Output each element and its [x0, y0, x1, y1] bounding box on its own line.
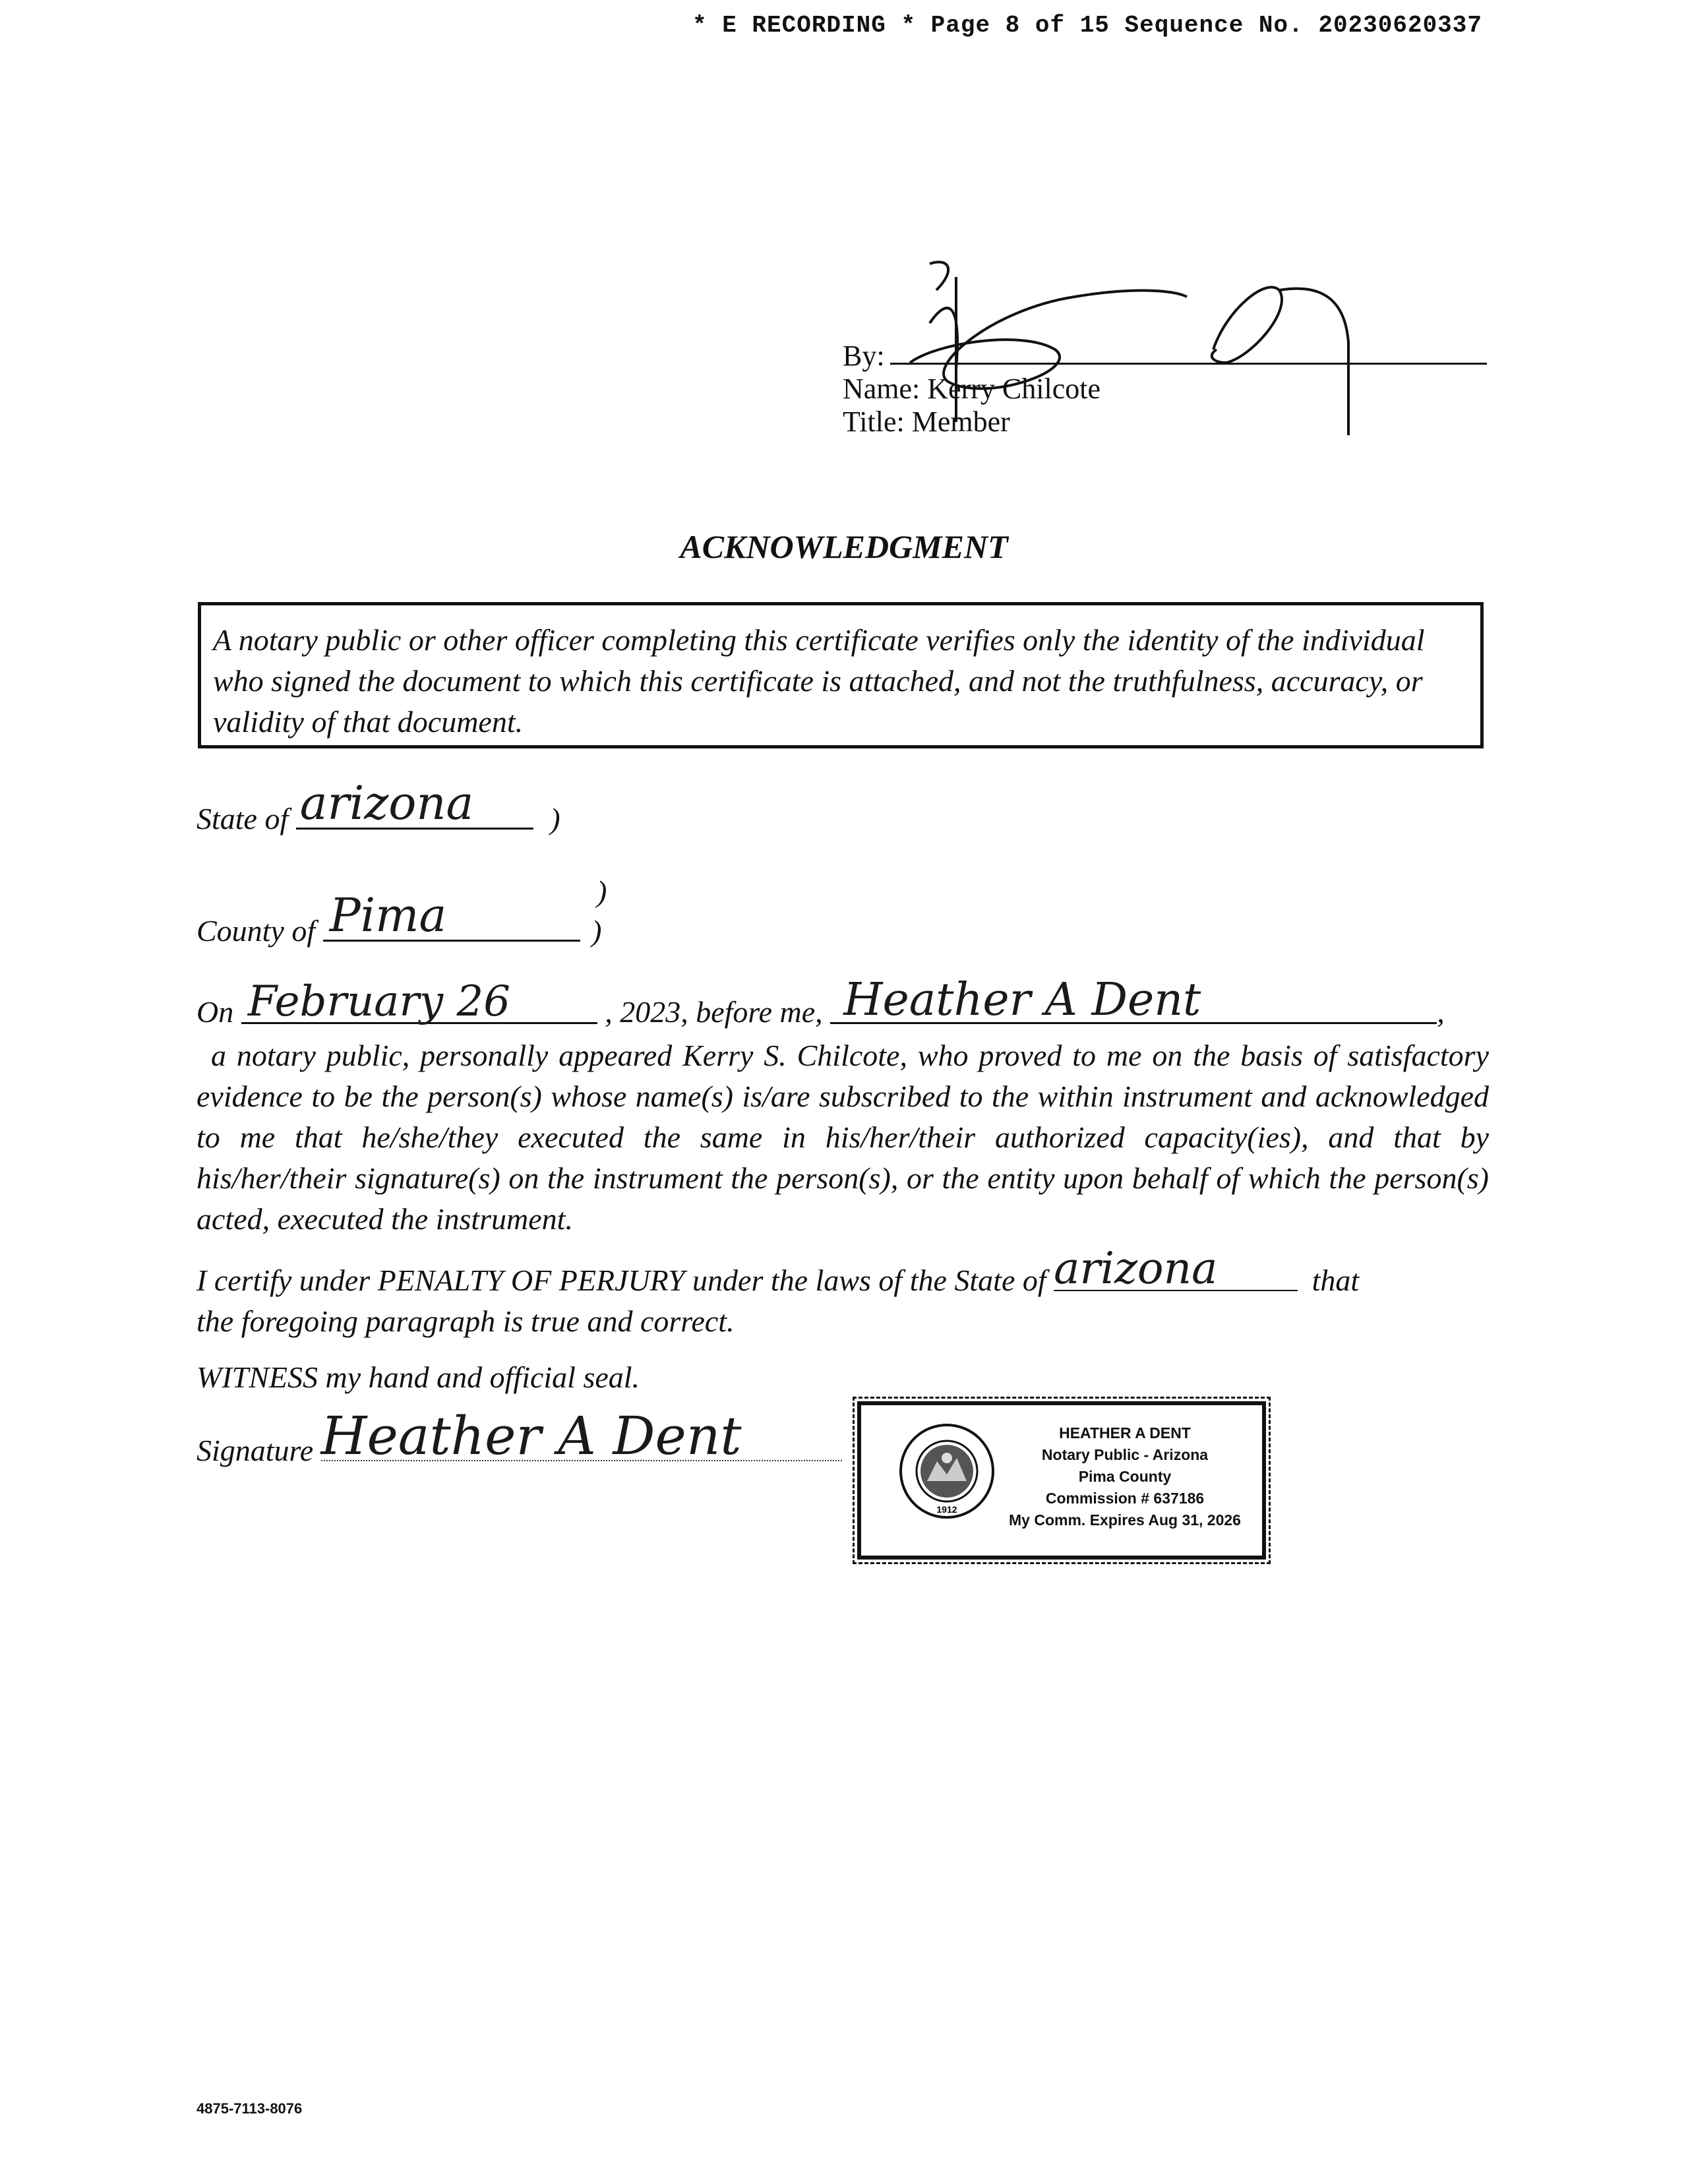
signature-label: Signature [196, 1434, 314, 1467]
stamp-expiry: My Comm. Expires Aug 31, 2026 [1009, 1511, 1241, 1529]
seal-year: 1912 [936, 1504, 957, 1515]
county-row [196, 888, 602, 948]
notary-name-handwritten: Heather A Dent [843, 974, 1201, 1026]
certify-prefix: I certify under PENALTY OF PERJURY under the laws of the State of [196, 1263, 1046, 1297]
name-value: Kerry Chilcote [927, 373, 1100, 405]
year-text: , 2023, before me, [605, 995, 823, 1029]
acknowledgment-title: ACKNOWLEDGMENT [680, 528, 1008, 565]
county-label: County of [196, 914, 316, 948]
acknowledgment-body [196, 1035, 1489, 1240]
stamp-text [990, 1422, 1260, 1531]
certify-row [196, 1243, 1489, 1298]
date-field [241, 977, 597, 1026]
stamp-commission: Commission # 637186 [1045, 1490, 1205, 1507]
certify-suffix: that [1311, 1263, 1360, 1297]
body-text: a notary public, personally appeared Kerry S. Chilcote, who proved to me on the basis of satisfactory evidence to be the person(s) whose name(s) is/are subscribed to the within instrument and acknowledged to me that he/she/they executed the same in his/her/their authorized capacity(ies), and that by his/her/their signature(s) on the instrument the person(s), or the entity upon behalf of which the person(s) acted, executed the instrument. [196, 1039, 1489, 1236]
title-label: Title: [843, 406, 905, 438]
name-row [843, 373, 1100, 406]
county-field [323, 888, 580, 942]
signature-row [196, 1405, 842, 1468]
stamp-line2: Pima County [1078, 1468, 1172, 1485]
stamp-line1: Notary Public - Arizona [1041, 1446, 1209, 1463]
notice-box [198, 602, 1484, 748]
notary-signature-handwritten: Heather A Dent [320, 1405, 742, 1467]
title-value: Member [911, 406, 1010, 438]
certify-state-handwritten: arizona [1054, 1243, 1218, 1294]
county-paren: ) [591, 914, 602, 948]
notice-text: A notary public or other officer completing this certificate verifies only the identity of the individual who signed the document to which this certificate is attached, and not the truthfulness, accuracy, or validity of that document. [213, 623, 1425, 739]
state-paren: ) [550, 802, 560, 835]
footer-doc-id: 4875-7113-8076 [196, 2100, 303, 2117]
date-row: On February 26 , 2023, before me, Heather A Dent , [196, 974, 1445, 1029]
stamp-name: HEATHER A DENT [1059, 1424, 1191, 1441]
name-label: Name: [843, 373, 920, 405]
notary-name-field [830, 974, 1437, 1026]
state-handwritten: arizona [299, 776, 474, 830]
by-label: By: [843, 340, 885, 372]
recording-header: * E RECORDING * Page 8 of 15 Sequence No. 20230620337 [692, 12, 1482, 39]
state-seal-icon [897, 1422, 996, 1521]
signature-block [843, 340, 1100, 439]
certify-line2: the foregoing paragraph is true and correct. [196, 1304, 735, 1338]
certify-state-field [1054, 1243, 1298, 1294]
state-field [296, 776, 533, 830]
witness-line: WITNESS my hand and official seal. [196, 1360, 640, 1394]
notary-signature-field [320, 1405, 842, 1467]
state-row [196, 776, 560, 836]
on-label: On [196, 995, 234, 1029]
middle-paren: ) [597, 874, 607, 908]
date-handwritten: February 26 [247, 977, 510, 1026]
notary-stamp [857, 1401, 1266, 1560]
title-row [843, 406, 1100, 439]
state-label: State of [196, 802, 289, 835]
by-row [843, 340, 1100, 373]
county-handwritten: Pima [329, 888, 447, 942]
